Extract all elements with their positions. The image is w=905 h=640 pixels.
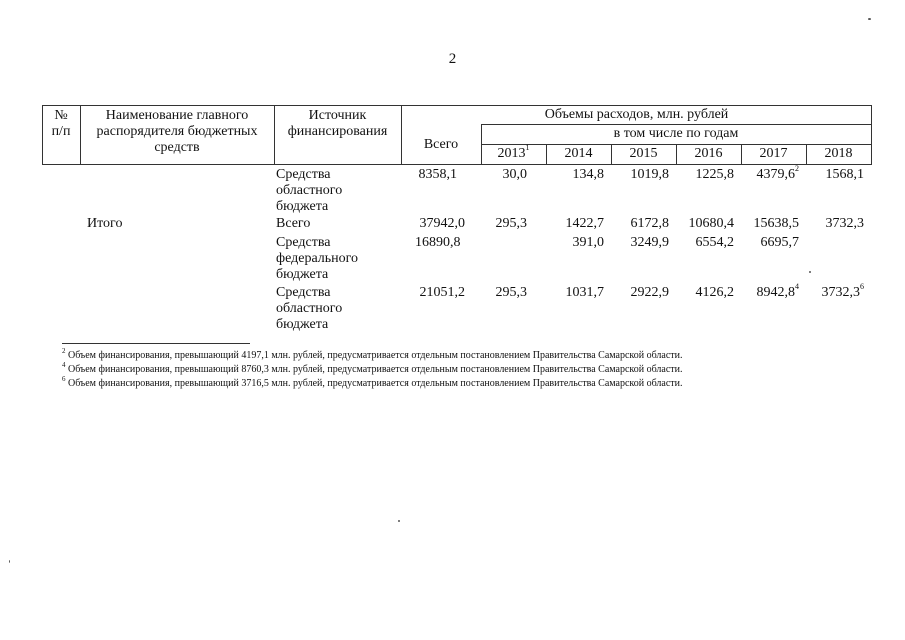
- row-total: 37942,0: [419, 216, 465, 231]
- cell-2014: 1031,7: [565, 285, 604, 300]
- cell-2014: 391,0: [572, 235, 604, 250]
- row-total: 16890,8: [415, 235, 461, 250]
- page-number: 2: [448, 51, 457, 67]
- cell-2014: 1422,7: [565, 216, 604, 231]
- row-name: Итого: [87, 216, 123, 231]
- cell-2015: 1019,8: [630, 167, 669, 182]
- cell-2016: 4126,2: [695, 285, 734, 300]
- header-year-2013: 2013$^1$: [497, 143, 530, 161]
- header-volumes: Объемы расходов, млн. рублей: [544, 107, 729, 122]
- cell-2013: 295,3: [495, 285, 527, 300]
- cell-2018: 3732,3$^6$: [821, 282, 864, 300]
- scan-speck: [809, 271, 811, 273]
- scan-speck: [398, 520, 400, 522]
- scan-speck: [9, 560, 10, 563]
- scan-speck: [868, 18, 871, 20]
- footnote: $^6$ Объем финансирования, превышающий 3716,5 млн. рублей, предусматривается отдельным постановлением Правительства Самарской области.: [62, 374, 683, 389]
- header-year-2018: 2018: [824, 146, 853, 161]
- cell-2014: 134,8: [572, 167, 604, 182]
- header-year-2016: 2016: [694, 146, 723, 161]
- cell-2013: 295,3: [495, 216, 527, 231]
- cell-2018: 3732,3: [825, 216, 864, 231]
- footnote: $^2$ Объем финансирования, превышающий 4197,1 млн. рублей, предусматривается отдельным постановлением Правительства Самарской области.: [62, 346, 683, 361]
- cell-2018: 1568,1: [825, 167, 864, 182]
- header-by-years: в том числе по годам: [613, 126, 739, 141]
- cell-2016: 6554,2: [695, 235, 734, 250]
- footnote: $^4$ Объем финансирования, превышающий 8760,3 млн. рублей, предусматривается отдельным постановлением Правительства Самарской области.: [62, 360, 683, 375]
- cell-2017: 6695,7: [760, 235, 799, 250]
- header-year-2017: 2017: [759, 146, 788, 161]
- row-source: Средства: [276, 235, 331, 250]
- cell-2017: 15638,5: [753, 216, 799, 231]
- header-total: Всего: [423, 137, 459, 152]
- row-total: 21051,2: [419, 285, 465, 300]
- header-year-2014: 2014: [564, 146, 593, 161]
- cell-2016: 10680,4: [688, 216, 734, 231]
- cell-2015: 6172,8: [630, 216, 669, 231]
- row-source: Средства: [276, 167, 331, 182]
- cell-2015: 3249,9: [630, 235, 669, 250]
- footnote-rule: [62, 343, 250, 344]
- cell-2016: 1225,8: [695, 167, 734, 182]
- cell-2017: 4379,6$^2$: [756, 164, 799, 182]
- row-source: Средства: [276, 285, 331, 300]
- row-total: 8358,1: [418, 167, 457, 182]
- cell-2017: 8942,8$^4$: [756, 282, 799, 300]
- header-year-2015: 2015: [629, 146, 658, 161]
- cell-2015: 2922,9: [630, 285, 669, 300]
- row-source: Всего: [276, 216, 311, 231]
- cell-2013: 30,0: [502, 167, 527, 182]
